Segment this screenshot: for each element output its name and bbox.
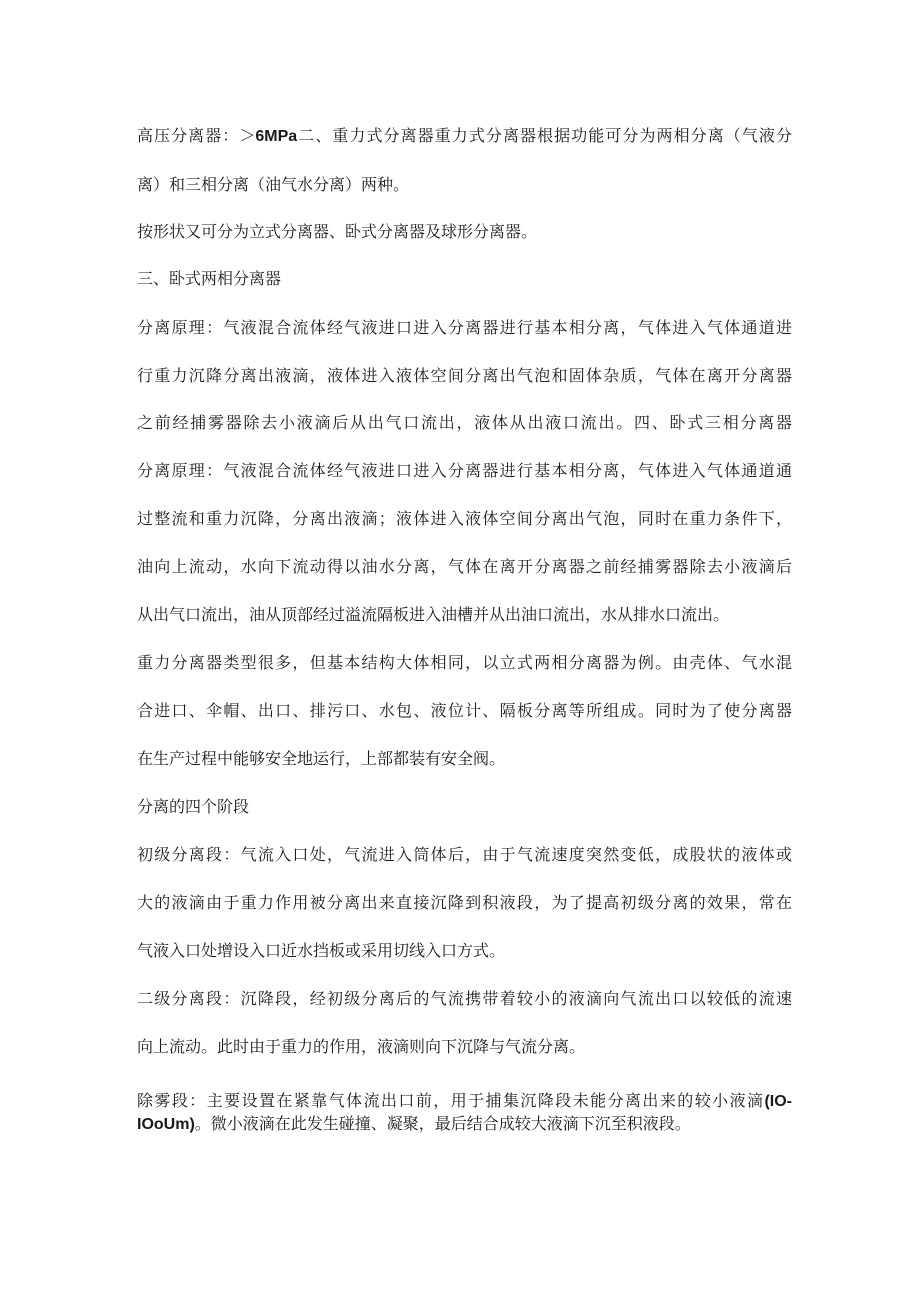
- paragraph-line: 初级分离段：气流入口处，气流进入筒体后，由于气流速度突然变低，成股状的液体或: [137, 845, 792, 864]
- paragraph-line: 气液入口处增设入口近水挡板或采用切线入口方式。: [137, 941, 506, 960]
- size-range-end: IOoUm): [137, 1116, 195, 1133]
- paragraph-line: 向上流动。此时由于重力的作用，液滴则向下沉降与气流分离。: [137, 1037, 586, 1056]
- section-heading: 分离的四个阶段: [137, 797, 250, 816]
- paragraph-line: 大的液滴由于重力作用被分离出来直接沉降到积液段，为了提高初级分离的效果，常在: [137, 893, 792, 912]
- paragraph-line: 分离原理：气液混合流体经气液进口进入分离器进行基本相分离，气体进入气体通道通: [137, 461, 792, 480]
- paragraph-line: 离）和三相分离（油气水分离）两种。: [137, 175, 410, 194]
- text-span: 。微小液滴在此发生碰撞、凝聚，最后结合成较大液滴下沉至积液段。: [194, 1114, 691, 1133]
- paragraph-line: 二级分离段：沉降段，经初级分离后的气流携带着较小的液滴向气流出口以较低的流速: [137, 989, 792, 1008]
- section-heading: 三、卧式两相分离器: [137, 269, 282, 288]
- paragraph-line: 合进口、伞帽、出口、排污口、水包、液位计、隔板分离等所组成。同时为了使分离器: [137, 701, 792, 720]
- paragraph-line: 行重力沉降分离出液滴，液体进入液体空间分离出气泡和固体杂质，气体在离开分离器: [137, 366, 792, 385]
- paragraph-line: [137, 1114, 792, 1135]
- paragraph-line: [137, 126, 792, 147]
- size-range-start: (IO-: [764, 1093, 792, 1110]
- paragraph-line: 从出气口流出，油从顶部经过溢流隔板进入油槽并从出油口流出，水从排水口流出。: [137, 605, 730, 624]
- text-span: 二、重力式分离器重力式分离器根据功能可分为两相分离（气液分: [297, 126, 792, 145]
- paragraph-line: 在生产过程中能够安全地运行，上部都装有安全阀。: [137, 749, 506, 768]
- paragraph-line: 分离原理：气液混合流体经气液进口进入分离器进行基本相分离，气体进入气体通道进: [137, 318, 792, 337]
- paragraph-line: 油向上流动，水向下流动得以油水分离，气体在离开分离器之前经捕雾器除去小液滴后: [137, 557, 792, 576]
- paragraph-line: 按形状又可分为立式分离器、卧式分离器及球形分离器。: [137, 222, 538, 241]
- text-span: 高压分离器：＞: [137, 126, 256, 145]
- text-span: 除雾段：主要设置在紧靠气体流出口前，用于捕集沉降段未能分离出来的较小液滴: [137, 1091, 765, 1110]
- paragraph-line: 过整流和重力沉降，分离出液滴；液体进入液体空间分离出气泡，同时在重力条件下，: [137, 509, 792, 528]
- paragraph-line: 重力分离器类型很多，但基本结构大体相同，以立式两相分离器为例。由壳体、气水混: [137, 653, 792, 672]
- paragraph-line: [137, 1091, 792, 1112]
- paragraph-line: 之前经捕雾器除去小液滴后从出气口流出，液体从出液口流出。四、卧式三相分离器: [137, 413, 792, 432]
- pressure-value: 6MPa: [255, 128, 298, 145]
